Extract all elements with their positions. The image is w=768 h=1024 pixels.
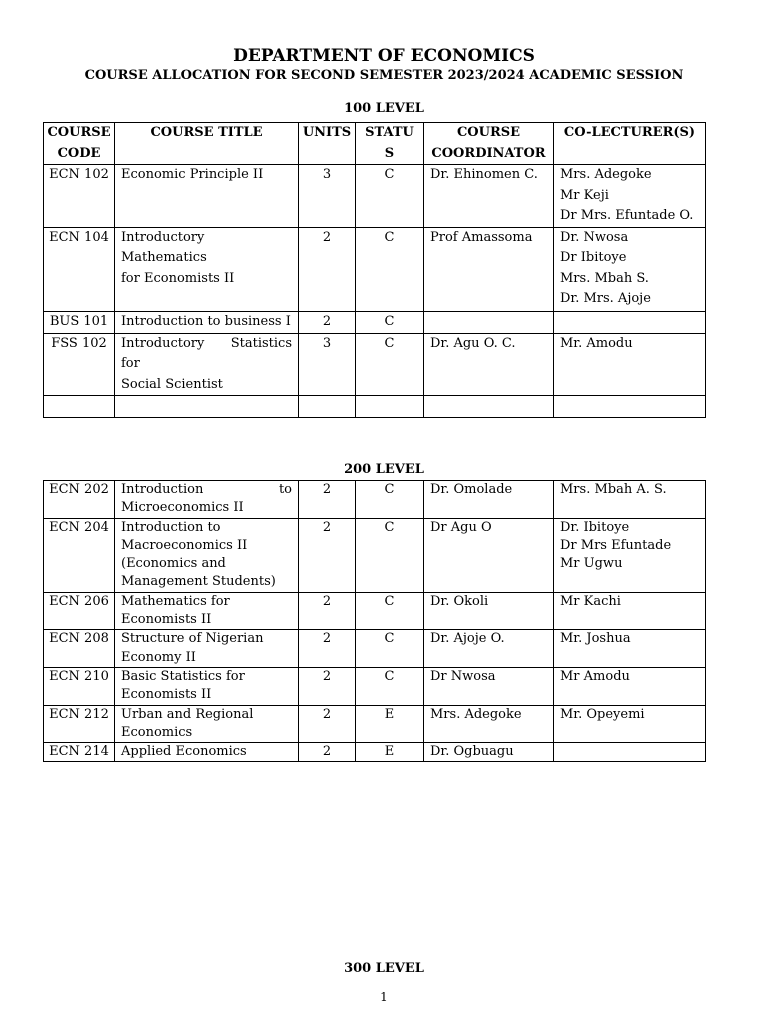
status-cell: C xyxy=(356,165,424,228)
page-number: 1 xyxy=(380,990,388,1004)
course-title-cell: Economic Principle II xyxy=(115,165,299,228)
coordinator-cell: Dr. Ehinomen C. xyxy=(424,165,554,228)
table-row xyxy=(44,592,706,630)
level-200-heading: 200 LEVEL xyxy=(344,462,424,477)
units-cell: 2 xyxy=(299,592,356,630)
level-300-heading: 300 LEVEL xyxy=(344,961,424,976)
table-row xyxy=(44,481,706,519)
coordinator-cell xyxy=(424,396,554,418)
units-cell: 2 xyxy=(299,705,356,743)
course-title-cell: Urban and Regional Economics xyxy=(115,705,299,743)
table-row xyxy=(44,165,706,228)
course-code-cell: ECN 202 xyxy=(44,481,115,519)
co-lecturers-cell: Mr. Amodu xyxy=(554,333,706,396)
co-lecturers-cell: Dr. Nwosa Dr Ibitoye Mrs. Mbah S. Dr. Mrs. Ajoje xyxy=(554,227,706,311)
department-title: DEPARTMENT OF ECONOMICS xyxy=(233,46,535,66)
table-row xyxy=(44,227,706,311)
units-cell: 2 xyxy=(299,311,356,333)
units-cell xyxy=(299,396,356,418)
header-course-coordinator: COURSE COORDINATOR xyxy=(424,123,554,165)
status-cell: C xyxy=(356,518,424,592)
level-100-heading: 100 LEVEL xyxy=(344,101,424,116)
course-title-cell: Mathematics for Economists II xyxy=(115,592,299,630)
units-cell: 2 xyxy=(299,481,356,519)
units-cell: 2 xyxy=(299,667,356,705)
status-cell: C xyxy=(356,630,424,668)
status-cell: C xyxy=(356,481,424,519)
course-code-cell: ECN 206 xyxy=(44,592,115,630)
coordinator-cell: Dr. Ajoje O. xyxy=(424,630,554,668)
coordinator-cell: Dr Nwosa xyxy=(424,667,554,705)
coordinator-cell: Dr. Omolade xyxy=(424,481,554,519)
units-cell: 2 xyxy=(299,630,356,668)
header-course-code: COURSE CODE xyxy=(44,123,115,165)
table-header-row xyxy=(44,123,706,165)
course-title-cell: Introductory Statistics for Social Scientist xyxy=(115,333,299,396)
course-code-cell: BUS 101 xyxy=(44,311,115,333)
course-title-cell: Basic Statistics for Economists II xyxy=(115,667,299,705)
units-cell: 3 xyxy=(299,165,356,228)
course-title-cell: Introduction to Macroeconomics II (Economics and Management Students) xyxy=(115,518,299,592)
status-cell: E xyxy=(356,743,424,762)
course-title-cell: Introduction to business I xyxy=(115,311,299,333)
course-title-cell: Introduction to Microeconomics II xyxy=(115,481,299,519)
status-cell: C xyxy=(356,227,424,311)
status-cell: C xyxy=(356,311,424,333)
coordinator-cell: Prof Amassoma xyxy=(424,227,554,311)
status-cell xyxy=(356,396,424,418)
table-row xyxy=(44,333,706,396)
table-row xyxy=(44,518,706,592)
co-lecturers-cell: Dr. Ibitoye Dr Mrs Efuntade Mr Ugwu xyxy=(554,518,706,592)
course-table-100-level xyxy=(43,122,706,418)
co-lecturers-cell: Mr Kachi xyxy=(554,592,706,630)
co-lecturers-cell xyxy=(554,396,706,418)
course-title-cell xyxy=(115,396,299,418)
co-lecturers-cell: Mrs. Adegoke Mr Keji Dr Mrs. Efuntade O. xyxy=(554,165,706,228)
header-status: STATU S xyxy=(356,123,424,165)
course-table-200-level xyxy=(43,480,706,762)
table-row xyxy=(44,311,706,333)
units-cell: 2 xyxy=(299,227,356,311)
co-lecturers-cell: Mr. Opeyemi xyxy=(554,705,706,743)
course-code-cell: ECN 208 xyxy=(44,630,115,668)
table-row xyxy=(44,667,706,705)
coordinator-cell: Dr. Okoli xyxy=(424,592,554,630)
course-code-cell: ECN 104 xyxy=(44,227,115,311)
course-code-cell: ECN 102 xyxy=(44,165,115,228)
co-lecturers-cell: Mrs. Mbah A. S. xyxy=(554,481,706,519)
co-lecturers-cell xyxy=(554,311,706,333)
course-rows-100 xyxy=(44,165,706,418)
header-course-title: COURSE TITLE xyxy=(115,123,299,165)
course-title-cell: Structure of Nigerian Economy II xyxy=(115,630,299,668)
status-cell: E xyxy=(356,705,424,743)
header-units: UNITS xyxy=(299,123,356,165)
coordinator-cell: Mrs. Adegoke xyxy=(424,705,554,743)
empty-table-row xyxy=(44,396,706,418)
status-cell: C xyxy=(356,333,424,396)
course-title-cell: Applied Economics xyxy=(115,743,299,762)
co-lecturers-cell: Mr Amodu xyxy=(554,667,706,705)
document-subtitle: COURSE ALLOCATION FOR SECOND SEMESTER 2023/2024 ACADEMIC SESSION xyxy=(84,68,684,83)
course-code-cell: ECN 210 xyxy=(44,667,115,705)
coordinator-cell: Dr. Agu O. C. xyxy=(424,333,554,396)
units-cell: 2 xyxy=(299,743,356,762)
coordinator-cell: Dr Agu O xyxy=(424,518,554,592)
course-code-cell: FSS 102 xyxy=(44,333,115,396)
status-cell: C xyxy=(356,592,424,630)
course-code-cell xyxy=(44,396,115,418)
table-row xyxy=(44,743,706,762)
units-cell: 3 xyxy=(299,333,356,396)
status-cell: C xyxy=(356,667,424,705)
course-code-cell: ECN 214 xyxy=(44,743,115,762)
co-lecturers-cell xyxy=(554,743,706,762)
table-row xyxy=(44,630,706,668)
header-co-lecturers: CO-LECTURER(S) xyxy=(554,123,706,165)
co-lecturers-cell: Mr. Joshua xyxy=(554,630,706,668)
course-title-cell: Introductory Mathematics for Economists II xyxy=(115,227,299,311)
course-code-cell: ECN 204 xyxy=(44,518,115,592)
units-cell: 2 xyxy=(299,518,356,592)
course-code-cell: ECN 212 xyxy=(44,705,115,743)
coordinator-cell: Dr. Ogbuagu xyxy=(424,743,554,762)
coordinator-cell xyxy=(424,311,554,333)
course-rows-200 xyxy=(44,481,706,762)
table-row xyxy=(44,705,706,743)
